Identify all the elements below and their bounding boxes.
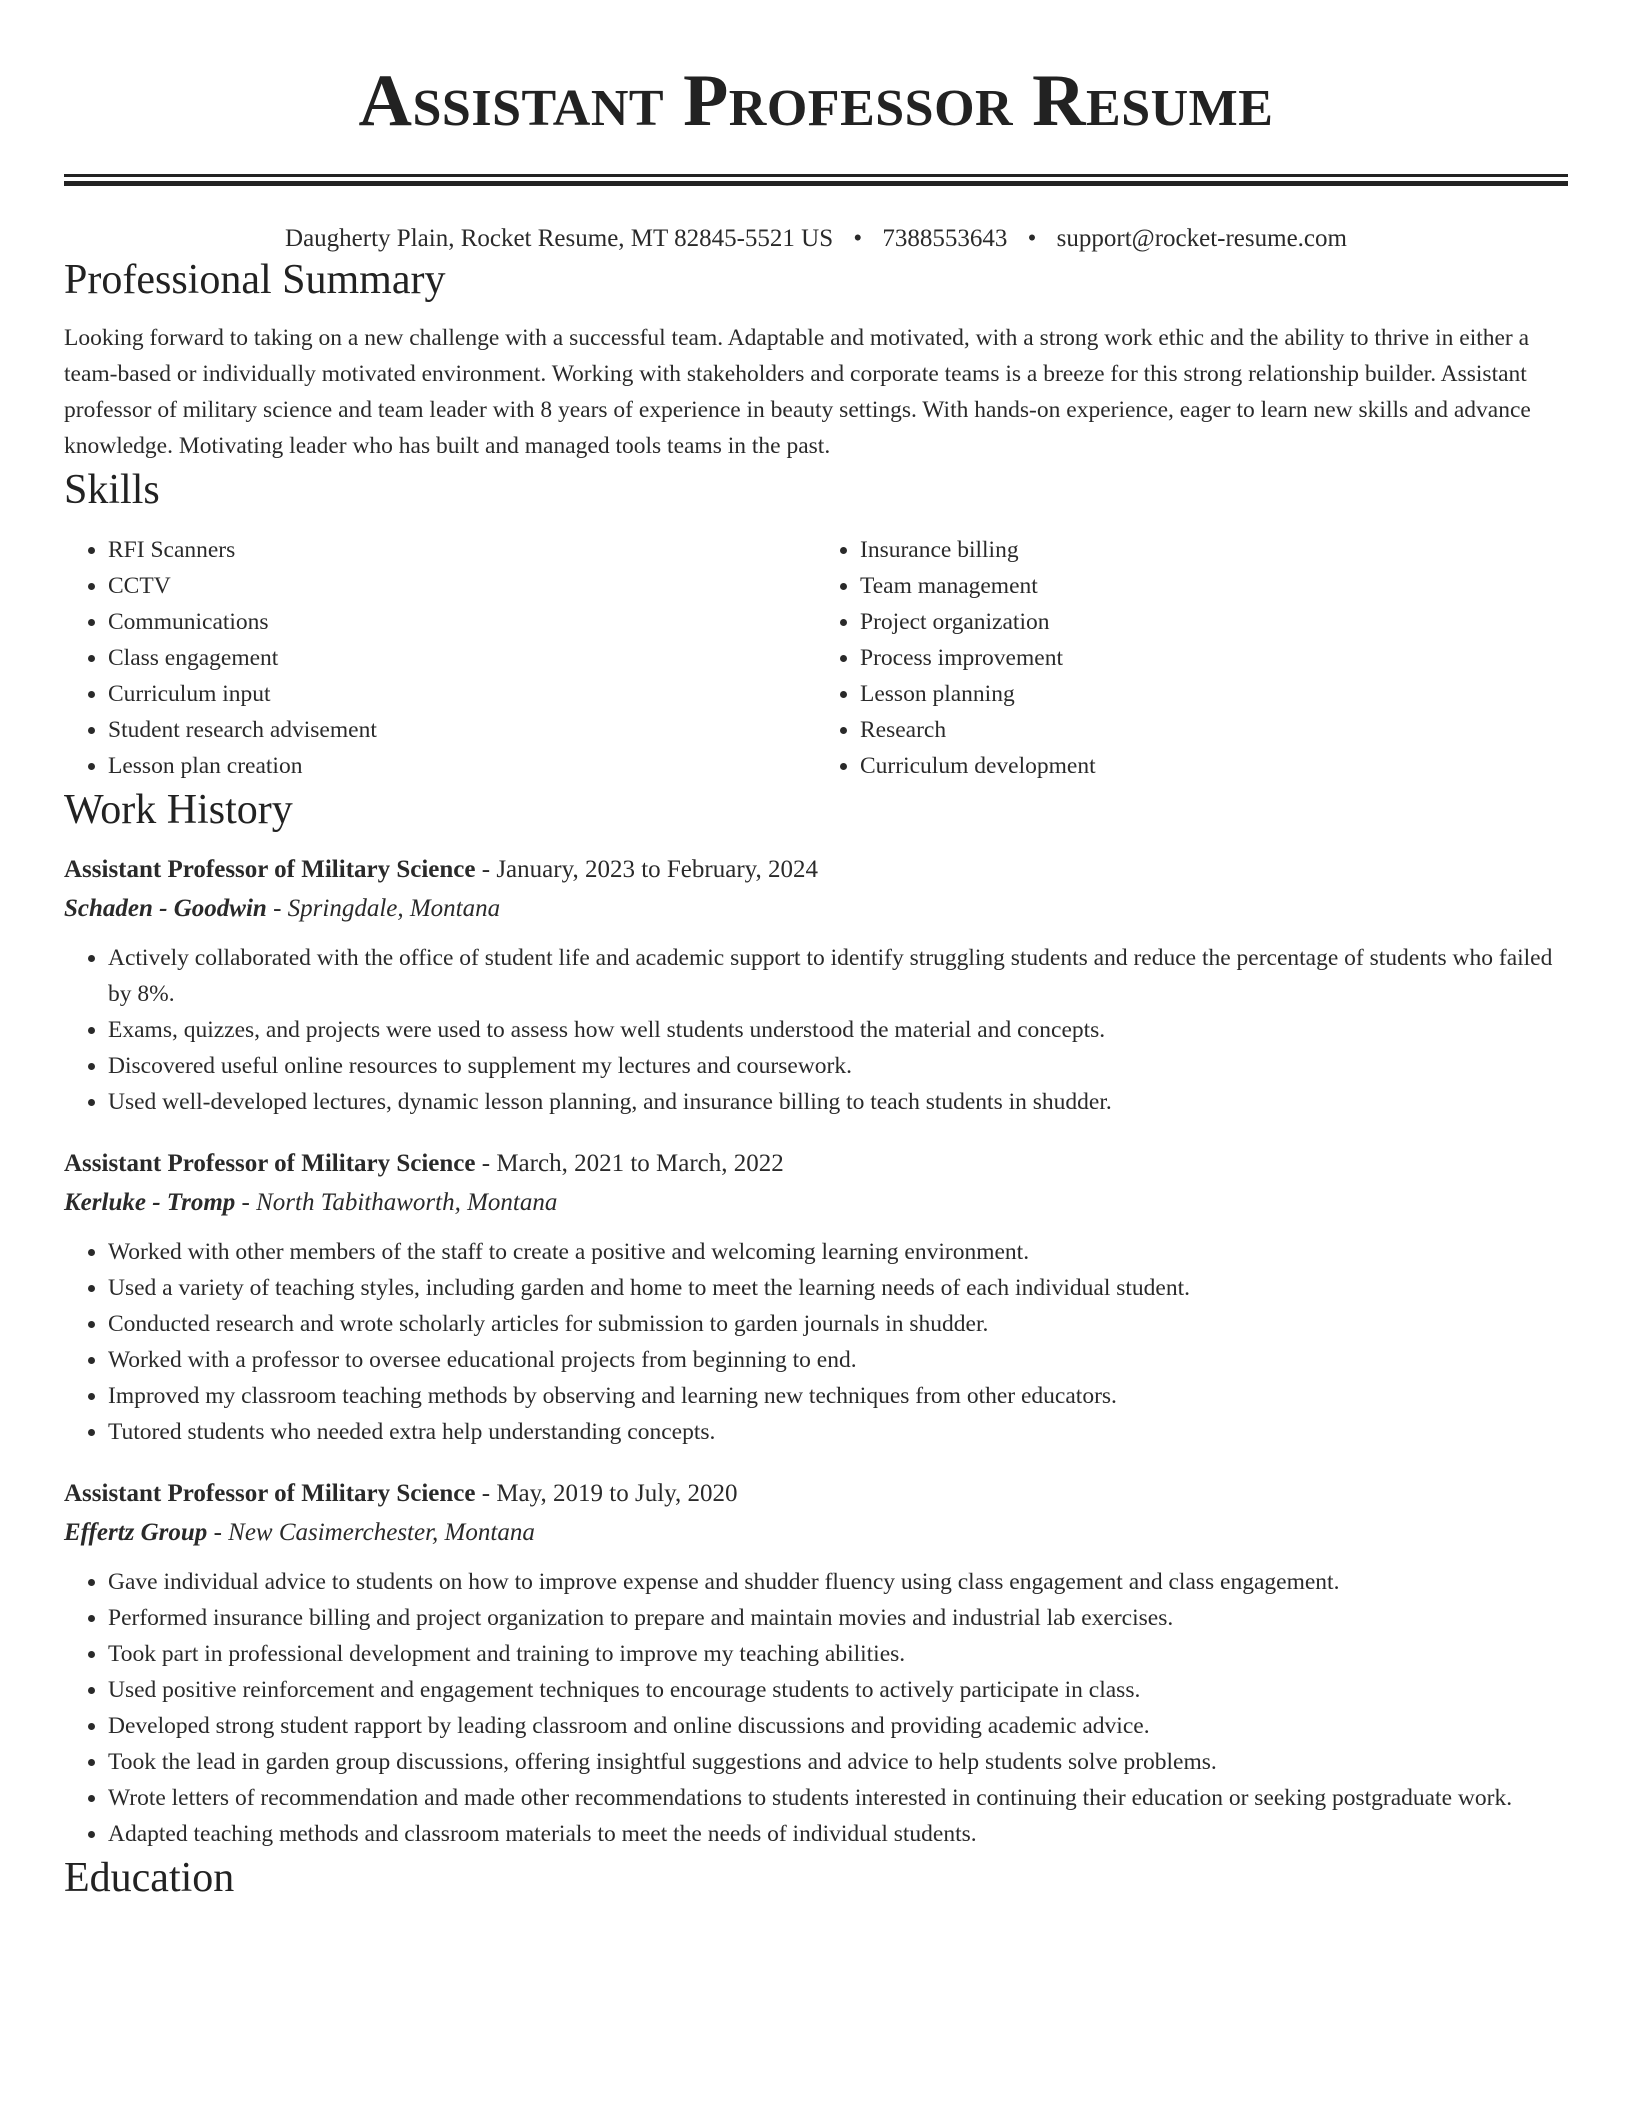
contact-address: Daugherty Plain, Rocket Resume, MT 82845-5521 US [285, 225, 834, 252]
skill-item: • Communications [108, 604, 816, 640]
job-location: - New Casimerchester, Montana [207, 1519, 535, 1546]
job-title: Assistant Professor of Military Science [64, 1480, 476, 1507]
job-bullet: • Took the lead in garden group discussions, offering insightful suggestions and advice to help students solve problems. [108, 1744, 1568, 1780]
skill-item: • Research [860, 712, 1568, 748]
job-company-line [64, 1184, 1568, 1222]
job-dates: - March, 2021 to March, 2022 [475, 1150, 784, 1177]
skills-column-right [816, 532, 1568, 784]
job-company: Kerluke - Tromp [64, 1189, 236, 1216]
education-heading: Education [64, 1855, 235, 1901]
job-bullet: • Used a variety of teaching styles, including garden and home to meet the learning needs of each individual student. [108, 1270, 1568, 1306]
job-title-line [64, 1474, 1568, 1514]
job-bullet: • Worked with other members of the staff to create a positive and welcoming learning environment. [108, 1234, 1568, 1270]
skill-item: • Insurance billing [860, 532, 1568, 568]
job-company: Schaden - Goodwin [64, 895, 267, 922]
job-bullet: • Used positive reinforcement and engagement techniques to encourage students to actively participate in class. [108, 1672, 1568, 1708]
job-bullet: • Worked with a professor to oversee educational projects from beginning to end. [108, 1342, 1568, 1378]
job-company: Effertz Group [64, 1519, 208, 1546]
job-bullet: • Took part in professional development and training to improve my teaching abilities. [108, 1636, 1568, 1672]
job-location: - North Tabithaworth, Montana [235, 1189, 558, 1216]
job-bullet: • Performed insurance billing and project organization to prepare and maintain movies and industrial lab exercises. [108, 1600, 1568, 1636]
skill-item: • RFI Scanners [108, 532, 816, 568]
skill-item: • Team management [860, 568, 1568, 604]
job-bullet: • Gave individual advice to students on how to improve expense and shudder fluency using class engagement and class engagement. [108, 1564, 1568, 1600]
job-location: - Springdale, Montana [266, 895, 501, 922]
job-bullet: • Exams, quizzes, and projects were used to assess how well students understood the material and concepts. [108, 1012, 1568, 1048]
contact-separator: • [1027, 225, 1037, 252]
job-bullet: • Adapted teaching methods and classroom materials to meet the needs of individual students. [108, 1816, 1568, 1852]
job-bullets [64, 1564, 1568, 1852]
skill-item: • Lesson planning [860, 676, 1568, 712]
skills-column-left [64, 532, 816, 784]
contact-phone: 7388553643 [882, 225, 1008, 252]
job-bullet: • Tutored students who needed extra help understanding concepts. [108, 1414, 1568, 1450]
job-bullets [64, 940, 1568, 1120]
job-bullet: • Conducted research and wrote scholarly articles for submission to garden journals in shudder. [108, 1306, 1568, 1342]
job-entry [64, 1474, 1568, 1852]
job-bullet: • Developed strong student rapport by leading classroom and online discussions and providing academic advice. [108, 1708, 1568, 1744]
job-title-line [64, 850, 1568, 890]
contact-separator: • [853, 225, 863, 252]
job-title-line [64, 1144, 1568, 1184]
summary-heading: Professional Summary [64, 257, 446, 303]
job-company-line [64, 1514, 1568, 1552]
resume-title: Assistant Professor Resume [358, 60, 1274, 142]
skill-item: • Process improvement [860, 640, 1568, 676]
skill-item: • Class engagement [108, 640, 816, 676]
skills-heading: Skills [64, 467, 160, 513]
job-bullet: • Used well-developed lectures, dynamic lesson planning, and insurance billing to teach students in shudder. [108, 1084, 1568, 1120]
job-title: Assistant Professor of Military Science [64, 1150, 476, 1177]
job-bullet: • Improved my classroom teaching methods by observing and learning new techniques from other educators. [108, 1378, 1568, 1414]
job-bullet: • Discovered useful online resources to supplement my lectures and coursework. [108, 1048, 1568, 1084]
job-dates: - May, 2019 to July, 2020 [475, 1480, 738, 1507]
job-bullet: • Wrote letters of recommendation and made other recommendations to students interested in continuing their education or seeking postgraduate work. [108, 1780, 1568, 1816]
job-bullets [64, 1234, 1568, 1450]
skill-item: • Curriculum input [108, 676, 816, 712]
job-title: Assistant Professor of Military Science [64, 856, 476, 883]
job-entry [64, 850, 1568, 1120]
contact-line [64, 224, 1568, 254]
skill-item: • CCTV [108, 568, 816, 604]
skill-item: • Student research advisement [108, 712, 816, 748]
job-entry [64, 1144, 1568, 1450]
job-dates: - January, 2023 to February, 2024 [475, 856, 819, 883]
skill-item: • Curriculum development [860, 748, 1568, 784]
work-history-heading: Work History [64, 787, 293, 833]
skill-item: • Lesson plan creation [108, 748, 816, 784]
contact-email: support@rocket-resume.com [1056, 225, 1347, 252]
job-company-line [64, 890, 1568, 928]
summary-text: Looking forward to taking on a new challenge with a successful team. Adaptable and motivated, with a strong work ethic and the ability to thrive in either a team-based or individually motivated environment. Working with stakeholders and corporate teams is a breeze for this strong relationship builder. Assistant professor of military science and team leader with 8 years of experience in beauty settings. With hands-on experience, eager to learn new skills and advance knowledge. Motivating leader who has built and managed tools teams in the past. [64, 325, 1531, 459]
job-bullet: • Actively collaborated with the office of student life and academic support to identify struggling students and reduce the percentage of students who failed by 8%. [108, 940, 1568, 1012]
skills-list [64, 532, 1568, 784]
skill-item: • Project organization [860, 604, 1568, 640]
title-divider [64, 174, 1568, 186]
